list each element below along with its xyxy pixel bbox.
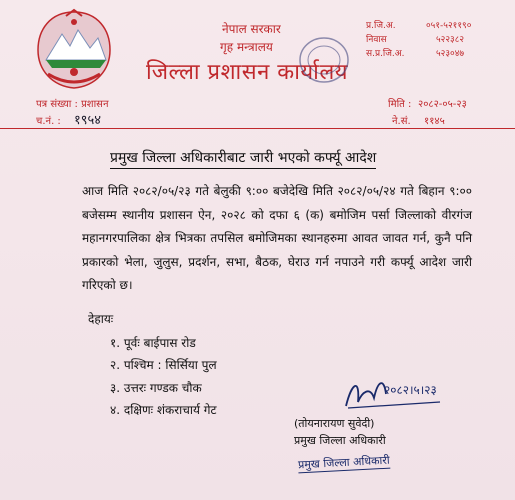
boundary-east: १. पूर्वः बाईपास रोड <box>110 336 196 350</box>
boundary-north: ३. उत्तरः गण्डक चौक <box>110 381 202 395</box>
chalani-label: च.नं. : <box>36 116 61 127</box>
ne-sambat-value: ११४५ <box>424 116 445 127</box>
office-title: जिल्ला प्रशासन कार्यालय <box>146 60 349 85</box>
signature-date: २०८२।५।२३ <box>384 383 437 397</box>
signatory-name: (तोयनारायण सुवेदी) <box>294 417 375 430</box>
boundary-west: २. पश्चिम : सिर्सिया पुल <box>110 358 217 372</box>
nepal-emblem-icon <box>28 8 120 92</box>
contact-value-1: ०५१-५२११९० <box>426 21 472 31</box>
gov-name: नेपाल सरकार <box>222 22 281 36</box>
boundary-south: ४. दक्षिणः शंकराचार्य गेट <box>110 403 217 417</box>
signatory-designation: प्रमुख जिल्ला अधिकारी <box>294 434 386 447</box>
signatory-block <box>294 415 386 449</box>
contact-label-3: स.प्र.जि.अ. <box>366 49 405 59</box>
contact-label-1: प्र.जि.अ. <box>366 21 396 31</box>
date-value: २०८२-०५-२३ <box>418 99 467 110</box>
ministry-name: गृह मन्त्रालय <box>220 40 273 54</box>
ne-sambat-label: ने.सं. <box>392 116 411 127</box>
contact-value-3: ५२३०४७ <box>436 49 465 59</box>
patra-sankhya: पत्र संख्या : प्रशासन <box>36 99 109 110</box>
signature-scribble <box>340 372 450 412</box>
contact-label-2: निवास <box>366 35 387 45</box>
date-label: मिति : <box>388 99 412 110</box>
chalani-number: १९५४ <box>74 113 102 128</box>
order-body: आज मिति २०८२/०५/२३ गते बेलुकी ९:०० बजेदेखि मिति २०८२/०५/२४ गते बिहान ९:०० बजेसम्म स्थानीय प्रशासन ऐन, २०२८ को दफा ६ (क) बमोजिम पर्सा जिल्लाको वीरगंज महानगरपालिका क्षेत्र भित्रका तपसिल बमोजिमका स्थानहरुमा आवत जावत गर्न, कुनै पनि प्रकारको भेला, जुलुस, प्रदर्शन, सभा, बैठक, घेराउ गर्न नपाउने गरी कर्फ्यू आदेश जारी गरिएको छ। <box>82 184 472 292</box>
order-heading: प्रमुख जिल्ला अधिकारीबाट जारी भएको कर्फ्यू आदेश <box>110 148 376 169</box>
letterhead-divider <box>0 128 515 129</box>
contact-value-2: ५२२३८२ <box>436 35 465 45</box>
boundary-label: देहायः <box>88 312 114 326</box>
office-seal-icon <box>298 36 350 84</box>
designation-stamp: प्रमुख जिल्ला अधिकारी <box>297 453 391 472</box>
